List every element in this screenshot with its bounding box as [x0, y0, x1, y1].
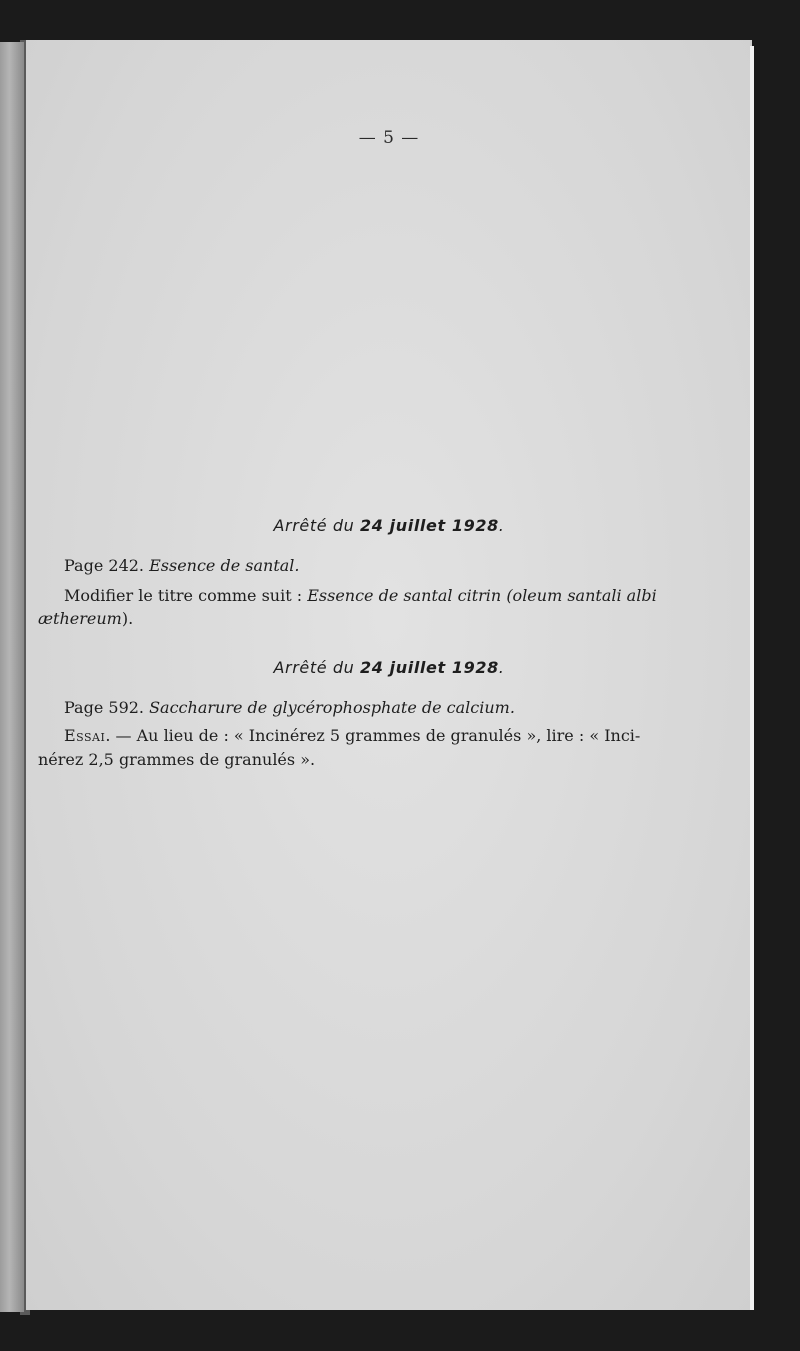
page-reference-1: Page 242. Essence de santal. — [64, 556, 300, 575]
page-right-edge — [750, 46, 754, 1310]
section-heading-1: Arrêté du 24 juillet 1928. — [273, 516, 505, 535]
section-heading-2: Arrêté du 24 juillet 1928. — [273, 658, 505, 677]
previous-page-edge — [0, 42, 24, 1312]
page-number: — 5 — — [358, 128, 420, 148]
essai-line-1: Essai. — Au lieu de : « Incinérez 5 grammes de granulés », lire : « Inci- — [64, 726, 641, 745]
page-reference-2: Page 592. Saccharure de glycérophosphate de calcium. — [64, 698, 515, 717]
essai-line-2: nérez 2,5 grammes de granulés ». — [38, 750, 316, 769]
modification-line-1b: æthereum). — [38, 609, 134, 628]
document-page — [26, 40, 752, 1310]
modification-line-1a: Modifier le titre comme suit : Essence de santal citrin (oleum santali albi — [64, 586, 657, 605]
modification-line-1 — [64, 584, 688, 607]
